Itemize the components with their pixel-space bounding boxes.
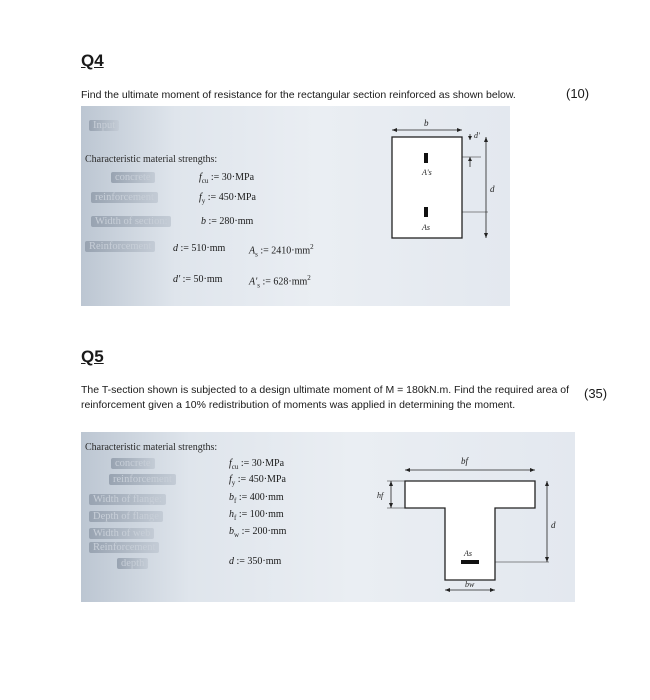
- q4-section-diagram: [376, 110, 506, 245]
- q4-reinf-label: Reinforcement: [85, 241, 155, 252]
- as-label: As: [464, 549, 472, 558]
- q4-d-value: d := 510·mm: [173, 243, 226, 254]
- b-label: b: [424, 118, 429, 128]
- tension-bar-icon: [461, 560, 479, 564]
- q4-fcu-value: $f_{cu}$ := 30·MPa: [199, 172, 255, 185]
- q5-fcu-value: $f_{cu}$ := 30·MPa: [229, 458, 285, 471]
- q5-flange-width-label: Width of flange:: [89, 494, 166, 505]
- q5-flange-depth-label: Depth of flange: [89, 511, 163, 522]
- q5-depth-label: depth: [117, 558, 148, 569]
- tension-bar-icon: [424, 207, 428, 217]
- q5-heading: Q5: [81, 347, 104, 366]
- q5-reinf-label: Reinforcement: [89, 542, 159, 553]
- q4-concrete-label: concrete: [111, 172, 155, 183]
- as-prime-label: A's: [422, 168, 432, 177]
- q4-marks: (10): [566, 86, 590, 101]
- q5-tsection-diagram: [371, 432, 571, 602]
- d-label: d: [551, 520, 556, 530]
- bw-label: bw: [465, 580, 475, 589]
- q4-as-value: $A_s$ := $2410\cdot mm^2$: [249, 243, 314, 259]
- q5-concrete-label: concrete: [111, 458, 155, 469]
- q5-question-text: The T-section shown is subjected to a design ultimate moment of M = 180kN.m. Find the required area of reinforcement given a 10% redistribution of moments was applied in determining the moment.: [81, 384, 570, 411]
- q4-width-label: Width of section:: [91, 216, 171, 227]
- q4-figure-panel: [81, 106, 510, 306]
- q5-d-value: d := 350·mm: [229, 556, 282, 567]
- q5-strengths-heading: Characteristic material strengths:: [85, 442, 218, 453]
- hf-label: hf: [377, 491, 384, 500]
- q5-bf-value: $b_f$ := 400·mm: [229, 492, 284, 505]
- q5-bw-value: $b_w$ := 200·mm: [229, 526, 287, 539]
- compression-bar-icon: [424, 153, 428, 163]
- q5-fy-value: $f_y$ := 450·MPa: [229, 474, 286, 487]
- q5-web-width-label: Width of web: [89, 528, 154, 539]
- q4-input-heading: Input: [89, 120, 119, 131]
- q4-fy-value: $f_y$ := 450·MPa: [199, 192, 256, 205]
- q4-question-text: Find the ultimate moment of resistance for the rectangular section reinforced as shown below.: [81, 89, 516, 101]
- q4-reinforcement-label: reinforcement: [91, 192, 158, 203]
- d-prime-label: d': [474, 131, 480, 140]
- q5-reinforcement-label: reinforcement: [109, 474, 176, 485]
- q5-marks: (35): [584, 386, 608, 401]
- q5-hf-value: $h_f$ := 100·mm: [229, 509, 284, 522]
- d-label: d: [490, 184, 495, 194]
- tsection-outline: [405, 481, 535, 580]
- q4-strengths-heading: Characteristic material strengths:: [85, 154, 218, 165]
- q4-b-value: b := 280·mm: [201, 216, 254, 227]
- as-label: As: [422, 223, 430, 232]
- q4-asprime-value: $A'_s$ := $628\cdot mm^2$: [249, 274, 311, 290]
- q4-heading: Q4: [81, 51, 104, 70]
- bf-label: bf: [461, 456, 469, 466]
- q5-figure-panel: [81, 432, 575, 602]
- q4-dprime-value: d' := 50·mm: [173, 274, 223, 285]
